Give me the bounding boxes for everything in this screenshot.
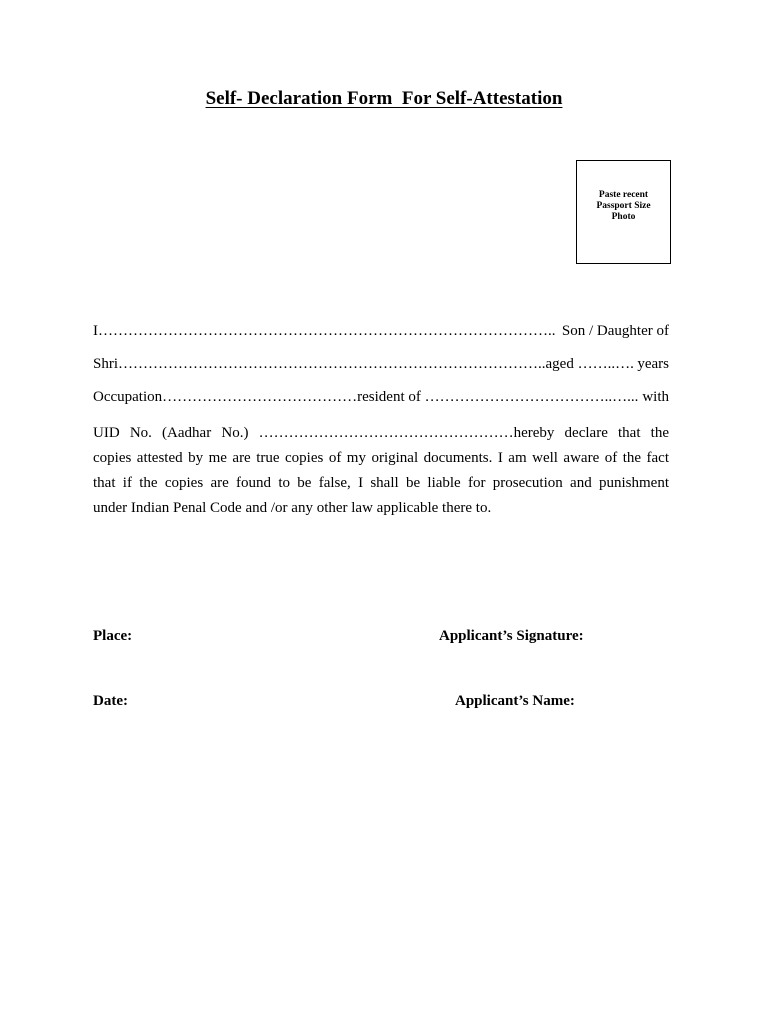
with-label: with xyxy=(642,389,669,405)
declaration-row-4: under Indian Penal Code and /or any other law applicable there to. xyxy=(93,500,492,516)
photo-box-text-line-1: Paste recent xyxy=(598,190,649,200)
occupation-residence-line xyxy=(93,389,669,406)
photo-box-text-line-3: Photo xyxy=(611,212,636,222)
years-label: years xyxy=(637,356,669,372)
declaration-row-2: copies attested by me are true copies of my original documents. I am well aware of the fact xyxy=(93,450,669,466)
father-name-age-line xyxy=(93,356,669,373)
declaration-paragraph xyxy=(93,421,669,521)
passport-photo-box xyxy=(576,160,671,264)
applicant-signature-label: Applicant’s Signature: xyxy=(439,628,584,644)
form-title: Self- Declaration Form For Self-Attestation xyxy=(205,88,563,109)
name-blank: I……………………………………………………………………………….. xyxy=(93,323,556,339)
son-daughter-of-label: Son / Daughter of xyxy=(561,323,669,339)
place-label: Place: xyxy=(93,628,133,644)
declaration-row-3: that if the copies are found to be false, I shall be liable for prosecution and punishment xyxy=(93,475,669,491)
photo-box-text-line-2: Passport Size xyxy=(596,201,651,211)
declaration-row-1: UID No. (Aadhar No.) ……………………………………………hereby declare that the xyxy=(93,425,669,441)
name-line xyxy=(93,323,669,340)
father-name-age-blank: Shri…………………………………………………………………………..aged ……..…. xyxy=(93,356,634,372)
occupation-residence-blank: Occupation…………………………………resident of ………………………………..…... xyxy=(93,389,639,405)
applicant-name-label: Applicant’s Name: xyxy=(455,693,575,709)
date-label: Date: xyxy=(93,693,128,709)
